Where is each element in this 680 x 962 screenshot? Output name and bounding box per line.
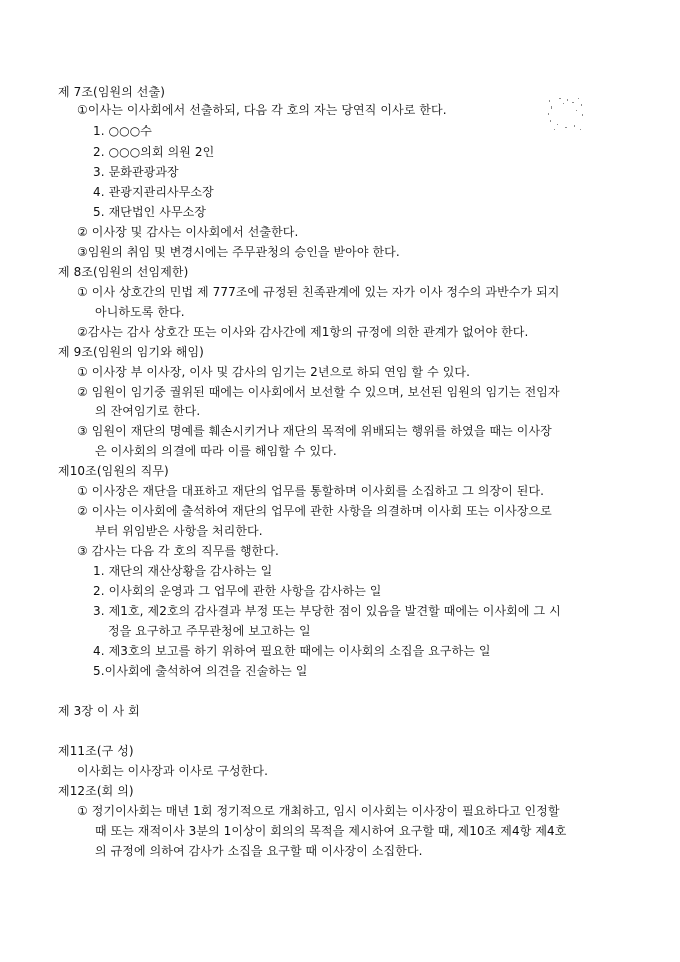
article-8-clause-1: ① 이사 상호간의 민법 제 777조에 규정된 친족관계에 있는 자가 이사 정수의 과반수가 되지 bbox=[77, 285, 560, 299]
article-12-clause-1: ① 정기이사회는 매년 1회 정기적으로 개최하고, 임시 이사회는 이사장이 필요하다고 인정할 bbox=[77, 804, 560, 818]
article-9-heading: 제 9조(임원의 임기와 해임) bbox=[58, 345, 204, 359]
article-7-clause-2: ② 이사장 및 감사는 이사회에서 선출한다. bbox=[77, 225, 299, 239]
article-7-item-3: 3. 문화관광과장 bbox=[93, 165, 179, 179]
article-7-item-1: 1. ○○○수 bbox=[93, 124, 152, 138]
article-10-item-4: 4. 제3호의 보고를 하기 위하여 필요한 때에는 이사회의 소집을 요구하는 일 bbox=[93, 644, 491, 658]
article-7-item-2: 2. ○○○의회 의원 2인 bbox=[93, 145, 215, 159]
article-12-clause-1-cont: 때 또는 재적이사 3분의 1이상이 회의의 목적을 제시하여 요구할 때, 제10조 제4항 제4호 bbox=[95, 824, 567, 838]
article-10-heading: 제10조(임원의 직무) bbox=[58, 464, 169, 478]
article-11-heading: 제11조(구 성) bbox=[58, 744, 134, 758]
article-10-item-3: 3. 제1호, 제2호의 감사결과 부정 또는 부당한 점이 있음을 발견할 때에는 이사회에 그 시 bbox=[93, 604, 561, 618]
article-10-item-1: 1. 재단의 재산상황을 감사하는 일 bbox=[93, 564, 273, 578]
article-12-heading: 제12조(회 의) bbox=[58, 784, 134, 798]
article-10-item-2: 2. 이사회의 운영과 그 업무에 관한 사항을 감사하는 일 bbox=[93, 584, 382, 598]
article-8-clause-2: ②감사는 감사 상호간 또는 이사와 감사간에 제1항의 규정에 의한 관계가 없어야 한다. bbox=[77, 325, 529, 339]
article-7-clause-1: ①이사는 이사회에서 선출하되, 다음 각 호의 자는 당연직 이사로 한다. bbox=[77, 103, 447, 117]
article-8-heading: 제 8조(임원의 선임제한) bbox=[58, 265, 189, 279]
article-7-item-5: 5. 재단법인 사무소장 bbox=[93, 205, 207, 219]
article-9-clause-1: ① 이사장 부 이사장, 이사 및 감사의 임기는 2년으로 하되 연임 할 수 있다. bbox=[77, 365, 470, 379]
article-8-clause-1-cont: 아니하도록 한다. bbox=[95, 305, 185, 319]
article-10-clause-2-cont: 부터 위임받은 사항을 처리한다. bbox=[95, 524, 263, 538]
article-10-item-3-cont: 정을 요구하고 주무관청에 보고하는 일 bbox=[108, 624, 311, 638]
article-7-item-4: 4. 관광지관리사무소장 bbox=[93, 185, 214, 199]
article-10-clause-2: ② 이사는 이사회에 출석하여 재단의 업무에 관한 사항을 의결하며 이사회 또는 이사장으로 bbox=[77, 504, 552, 518]
article-9-clause-2: ② 임원이 임기중 궐위된 때에는 이사회에서 보선할 수 있으며, 보선된 임원의 임기는 전임자 bbox=[77, 385, 560, 399]
article-9-clause-3: ③ 임원이 재단의 명예를 훼손시키거나 재단의 목적에 위배되는 행위를 하였을 때는 이사장 bbox=[77, 424, 552, 438]
scan-speckle bbox=[545, 96, 587, 134]
article-12-clause-1-cont2: 의 규정에 의하여 감사가 소집을 요구할 때 이사장이 소집한다. bbox=[95, 844, 423, 858]
chapter-3-heading: 제 3장 이 사 회 bbox=[58, 704, 140, 718]
article-10-item-5: 5.이사회에 출석하여 의견을 진술하는 일 bbox=[93, 664, 308, 678]
article-10-clause-3: ③ 감사는 다음 각 호의 직무를 행한다. bbox=[77, 544, 279, 558]
article-7-clause-3: ③임원의 취임 및 변경시에는 주무관청의 승인을 받아야 한다. bbox=[77, 245, 400, 259]
article-10-clause-1: ① 이사장은 재단을 대표하고 재단의 업무를 통할하며 이사회를 소집하고 그 의장이 된다. bbox=[77, 484, 545, 498]
article-11-body: 이사회는 이사장과 이사로 구성한다. bbox=[77, 764, 269, 778]
article-9-clause-2-cont: 의 잔여임기로 한다. bbox=[95, 404, 201, 418]
article-9-clause-3-cont: 은 이사회의 의결에 따라 이를 해임할 수 있다. bbox=[95, 444, 337, 458]
article-7-heading: 제 7조(임원의 선출) bbox=[58, 85, 165, 99]
